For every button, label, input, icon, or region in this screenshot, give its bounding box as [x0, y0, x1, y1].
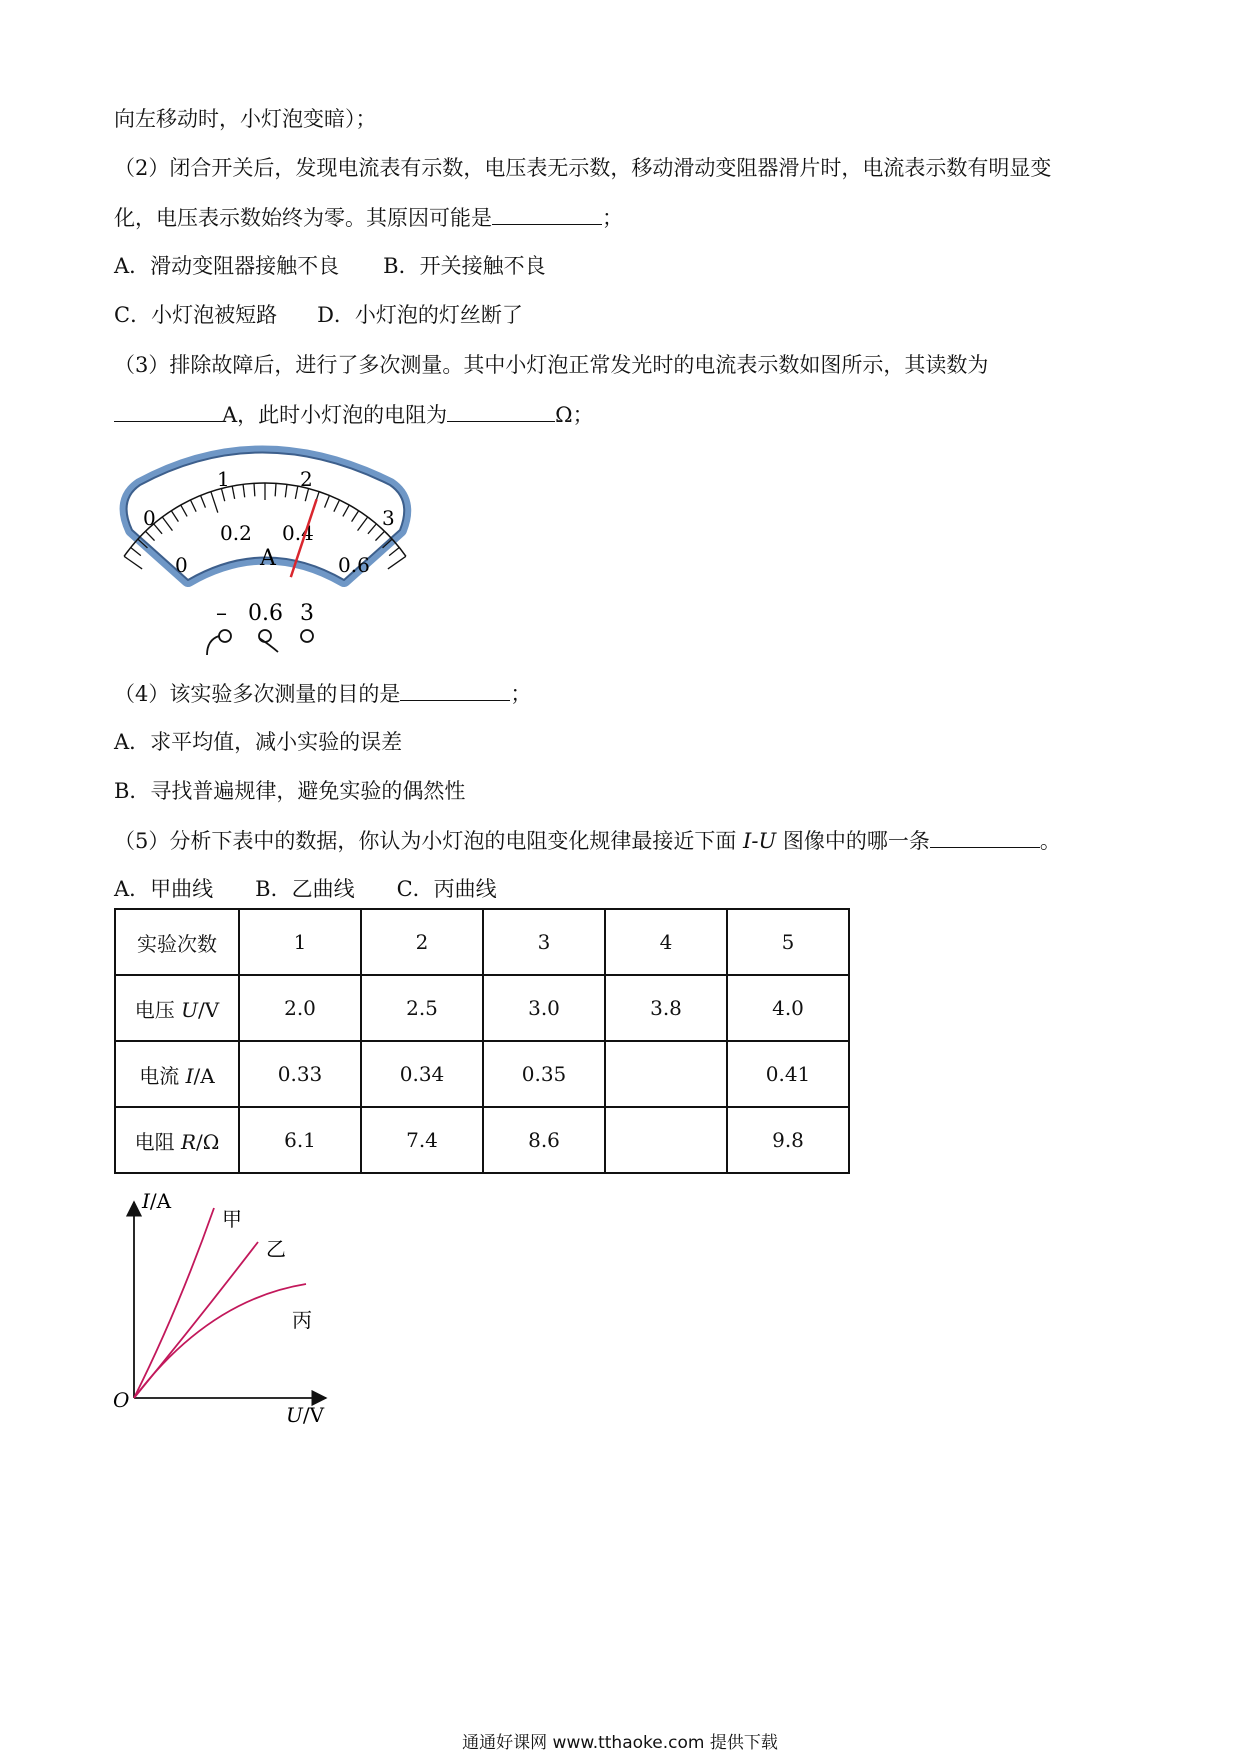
table-cell: 2 [361, 909, 483, 975]
meter-top-label: 1 [217, 467, 230, 491]
text-line [114, 104, 377, 134]
curve-label-jia: 甲 [222, 1207, 242, 1231]
meter-top-label: 2 [300, 467, 313, 491]
table-cell: 7.4 [361, 1107, 483, 1173]
paragraph-text: （4）该实验多次测量的目的是 [114, 682, 401, 706]
table-row [115, 1107, 849, 1173]
answer-blank[interactable] [447, 399, 555, 422]
iu-symbol: I-U [743, 829, 777, 853]
answer-blank[interactable] [930, 825, 1040, 848]
paragraph-text: A，此时小灯泡的电阻为 [222, 403, 448, 427]
curve-label-bing: 丙 [292, 1308, 312, 1332]
question-2-line2 [114, 202, 623, 233]
option-b: B．开关接触不良 [383, 254, 546, 278]
meter-bottom-label: 0.2 [220, 521, 252, 545]
answer-blank[interactable] [114, 399, 222, 422]
table-row [115, 909, 849, 975]
meter-top-label: 3 [382, 506, 395, 530]
terminal-negative[interactable] [219, 630, 231, 642]
table-cell [605, 1041, 727, 1107]
table-row-label: 电流 I/A [115, 1041, 239, 1107]
paragraph-text: ； [510, 682, 532, 706]
question-4-option-b [114, 776, 465, 806]
paragraph-text: ； [602, 206, 623, 230]
question-2-line1 [114, 153, 1051, 183]
paragraph-text: （3）排除故障后，进行了多次测量。其中小灯泡正常发光时的电流表示数如图所示，其读数为 [114, 353, 989, 377]
table-cell: 0.35 [483, 1041, 605, 1107]
terminal-label-negative: – [216, 601, 227, 626]
iu-graph [108, 1190, 338, 1430]
table-cell: 3 [483, 909, 605, 975]
table-cell: 4 [605, 909, 727, 975]
table-cell [605, 1107, 727, 1173]
option-a: A．甲曲线 [114, 877, 214, 901]
scale-tick [389, 548, 399, 556]
curve-bing [134, 1284, 306, 1398]
terminal-label-0.6: 0.6 [248, 601, 283, 626]
paragraph-text: 。 [1039, 829, 1061, 853]
scale-tick [388, 556, 406, 569]
meter-bottom-label: 0.4 [282, 521, 314, 545]
paragraph-text: 化，电压表示数始终为零。其原因可能是 [114, 206, 492, 230]
scale-tick [275, 483, 276, 496]
table-cell: 0.33 [239, 1041, 361, 1107]
question-5-options [114, 874, 497, 904]
scale-tick [254, 483, 255, 496]
table-row [115, 1041, 849, 1107]
table-cell: 3.8 [605, 975, 727, 1041]
table-cell: 8.6 [483, 1107, 605, 1173]
curve-label-yi: 乙 [266, 1237, 286, 1261]
meter-unit-label: A [260, 546, 276, 571]
meter-bottom-label: 0.6 [338, 553, 370, 577]
question-5-line [114, 825, 1061, 856]
question-2-options-cd [114, 300, 523, 330]
option-b: B．寻找普遍规律，避免实验的偶然性 [114, 779, 466, 803]
question-3-line2 [114, 399, 594, 430]
scale-tick [131, 548, 141, 556]
paragraph-text: 图像中的哪一条 [776, 829, 930, 853]
table-header-cell: 实验次数 [115, 909, 239, 975]
option-b: B．乙曲线 [255, 877, 355, 901]
table-row [115, 975, 849, 1041]
meter-top-label: 0 [143, 506, 156, 530]
table-row-label: 电阻 R/Ω [115, 1107, 239, 1173]
data-table [114, 908, 850, 1174]
option-d: D．小灯泡的灯丝断了 [317, 303, 523, 327]
table-cell: 9.8 [727, 1107, 849, 1173]
table-cell: 2.0 [239, 975, 361, 1041]
option-c: C．小灯泡被短路 [114, 303, 278, 327]
question-4-option-a [114, 727, 402, 757]
x-axis-label: U/V [286, 1403, 325, 1427]
option-a: A．滑动变阻器接触不良 [114, 254, 340, 278]
paragraph-text: Ω； [555, 403, 594, 427]
paragraph-text: （5）分析下表中的数据，你认为小灯泡的电阻变化规律最接近下面 [114, 829, 744, 853]
paragraph-text: （2）闭合开关后，发现电流表有示数，电压表无示数，移动滑动变阻器滑片时，电流表示数有明显变 [114, 156, 1052, 180]
question-4-line [114, 678, 531, 709]
curve-jia [134, 1208, 214, 1398]
table-cell: 0.34 [361, 1041, 483, 1107]
y-axis-label: I/A [142, 1190, 172, 1213]
paragraph-text: 向左移动时，小灯泡变暗）； [114, 107, 377, 131]
table-cell: 2.5 [361, 975, 483, 1041]
table-row-label: 电压 U/V [115, 975, 239, 1041]
wire-negative [207, 636, 219, 655]
terminal-label-3: 3 [300, 601, 314, 626]
table-cell: 6.1 [239, 1107, 361, 1173]
terminal-3[interactable] [301, 630, 313, 642]
table-cell: 1 [239, 909, 361, 975]
option-c: C．丙曲线 [396, 877, 497, 901]
origin-label: O [113, 1388, 130, 1412]
answer-blank[interactable] [492, 202, 602, 225]
question-2-options-ab [114, 251, 546, 281]
footer-text: 通通好课网 www.tthaoke.com 提供下载 [462, 1733, 778, 1753]
question-3-line1 [114, 350, 988, 380]
meter-bottom-label: 0 [175, 553, 188, 577]
answer-blank[interactable] [400, 678, 510, 701]
table-cell: 3.0 [483, 975, 605, 1041]
ammeter-figure [110, 440, 430, 665]
scale-tick [124, 556, 142, 569]
option-a: A．求平均值，减小实验的误差 [114, 730, 403, 754]
table-cell: 5 [727, 909, 849, 975]
table-cell: 0.41 [727, 1041, 849, 1107]
table-cell: 4.0 [727, 975, 849, 1041]
